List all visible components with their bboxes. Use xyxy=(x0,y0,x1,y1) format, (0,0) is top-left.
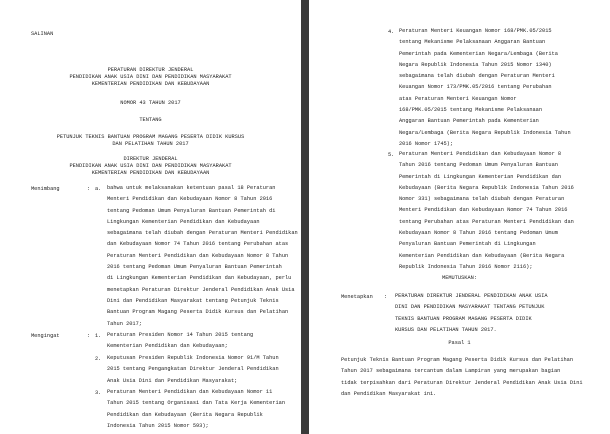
mengingat-num-3: 3. xyxy=(95,390,102,396)
menimbang-label: Menimbang xyxy=(31,186,60,192)
pasal-text: Petunjuk Teknis Bantuan Program Magang Peserta Didik Kursus dan Pelatihan Tahun 2017 sebagaimana tercantum dalam Lampiran yang merupakan bagian tidak terpisahkan dari Peraturan Direktur Jenderal Pendidikan Anak Usia Dini dan Pendidikan Masyarakat ini. xyxy=(341,357,583,397)
memutuskan-heading: MEMUTUSKAN: xyxy=(442,275,477,281)
menetapkan-colon: : xyxy=(384,294,388,300)
issuer-line-1: DIREKTUR JENDERAL xyxy=(123,156,178,162)
issuer-line-2: PENDIDIKAN ANAK USIA DINI DAN PENDIDIKAN MASYARAKAT xyxy=(69,163,232,169)
menimbang-item-a: a. xyxy=(95,186,102,192)
salinan-label: SALINAN xyxy=(31,31,54,37)
mengingat-item-3: Peraturan Menteri Pendidikan dan Kebudayaan Nomor 11 Tahun 2015 tentang Organisasi dan Tata Kerja Kementerian Pendidikan dan Kebudayaan (Berita Negara Republik Indonesia Tahun 2015 Nomor 593); xyxy=(107,389,286,429)
mengingat-item-5: Peraturan Menteri Pendidikan dan Kebudayaan Nomor 8 Tahun 2016 tentang Pedoman Umum Penyaluran Bantuan Pemerintah di Lingkungan Kementerian Pendidikan dan Kebudayaan (Berita Negara Republik Indonesia Tahun 2016 Nomor 331) sebagaimana telah diubah dengan Peraturan Menteri Pendidikan dan Kebudayaan Nomor 74 Tahun 2016 tentang Perubahan atas Peraturan Menteri Pendidikan dan Kebudayaan Nomor 8 Tahun 2016 tentang Pedoman Umum Penyaluran Bantuan Pemerintah di Lingkungan Kementerian Pendidikan dan Kebudayaan (Berita Negara Republik Indonesia Tahun 2016 Nomor 2116); xyxy=(399,151,574,270)
pasal-heading: Pasal 1 xyxy=(448,340,471,346)
mengingat-label: Mengingat xyxy=(31,333,60,339)
subject-line-1: PETUNJUK TEKNIS BANTUAN PROGRAM MAGANG PESERTA DIDIK KURSUS xyxy=(56,134,245,140)
document-page-1 xyxy=(0,0,301,434)
mengingat-num-4: 4. xyxy=(388,29,395,35)
heading-line-1: PERATURAN DIREKTUR JENDERAL xyxy=(107,67,194,73)
menimbang-colon: : xyxy=(87,186,91,192)
document-page-2 xyxy=(309,0,610,434)
mengingat-num-1: 1. xyxy=(95,333,102,339)
mengingat-item-1: Peraturan Presiden Nomor 14 Tahun 2015 tentang Kementerian Pendidikan dan Kebudayaan; xyxy=(107,332,254,350)
mengingat-num-5: 5. xyxy=(388,152,395,158)
subject-line-2: DAN PELATIHAN TAHUN 2017 xyxy=(112,141,189,147)
mengingat-item-2: Keputusan Presiden Republik Indonesia Nomor 91/M Tahun 2015 tentang Pengangkatan Direktur Jenderal Pendidikan Anak Usia Dini dan Pendidikan Masyarakat; xyxy=(107,355,279,384)
mengingat-colon: : xyxy=(87,333,91,339)
menimbang-text: bahwa untuk melaksanakan ketentuan pasal 18 Peraturan Menteri Pendidikan dan Kebudayaan Nomor 8 Tahun 2016 tentang Pedoman Umum Penyaluran Bantuan Pemerintah di Lingkungan Kementerian Pendidikan dan Kebudayaan sebagaimana telah diubah dengan Peraturan Menteri Pendidikan dan Kebudayaan Nomor 74 Tahun 2016 tentang Perubahan atas Peraturan Menteri Pendidikan dan Kebudayaan Nomor 8 Tahun 2016 tentang Pedoman Umum Penyaluran Bantuan Pemerintah di Lingkungan Kementerian Pendidikan dan Kebudayaan, perlu menetapkan Peraturan Direktur Jenderal Pendidikan Anak Usia Dini dan Pendidikan Masyarakat tentang Petunjuk Teknis Bantuan Program Magang Peserta Didik Kursus dan Pelatihan Tahun 2017; xyxy=(107,185,298,327)
tentang-label: TENTANG xyxy=(139,117,162,123)
regulation-number: NOMOR 43 TAHUN 2017 xyxy=(120,100,181,106)
heading-line-2: PENDIDIKAN ANAK USIA DINI DAN PENDIDIKAN MASYARAKAT xyxy=(69,74,232,80)
mengingat-item-4: Peraturan Menteri Keuangan Nomor 168/PMK.05/2015 tentang Mekanisme Pelaksanaan Anggaran Bantuan Pemerintah pada Kementerian Negara/Lembaga (Berita Negara Republik Indonesia Tahun 2015 Nomor 1340) sebagaimana telah diubah dengan Peraturan Menteri Keuangan Nomor 173/PMK.05/2016 tentang Perubahan atas Peraturan Menteri Keuangan Nomor 168/PMK.05/2015 tentang Mekanisme Pelaksanaan Anggaran Bantuan Pemerintah pada Kementerian Negara/Lembaga (Berita Negara Republik Indonesia Tahun 2016 Nomor 1745); xyxy=(399,28,571,147)
menetapkan-text: PERATURAN DIREKTUR JENDERAL PENDIDIKAN ANAK USIA DINI DAN PENDIDIKAN MASYARAKAT TENTANG PETUNJUK TEKNIS BANTUAN PROGRAM MAGANG PESERTA DIDIK KURSUS DAN PELATIHAN TAHUN 2017. xyxy=(395,293,548,333)
mengingat-num-2: 2. xyxy=(95,356,102,362)
heading-line-3: KEMENTERIAN PENDIDIKAN DAN KEBUDAYAAN xyxy=(91,81,210,87)
menetapkan-label: Menetapkan xyxy=(341,294,373,300)
issuer-line-3: KEMENTERIAN PENDIDIKAN DAN KEBUDAYAAN xyxy=(91,170,210,176)
